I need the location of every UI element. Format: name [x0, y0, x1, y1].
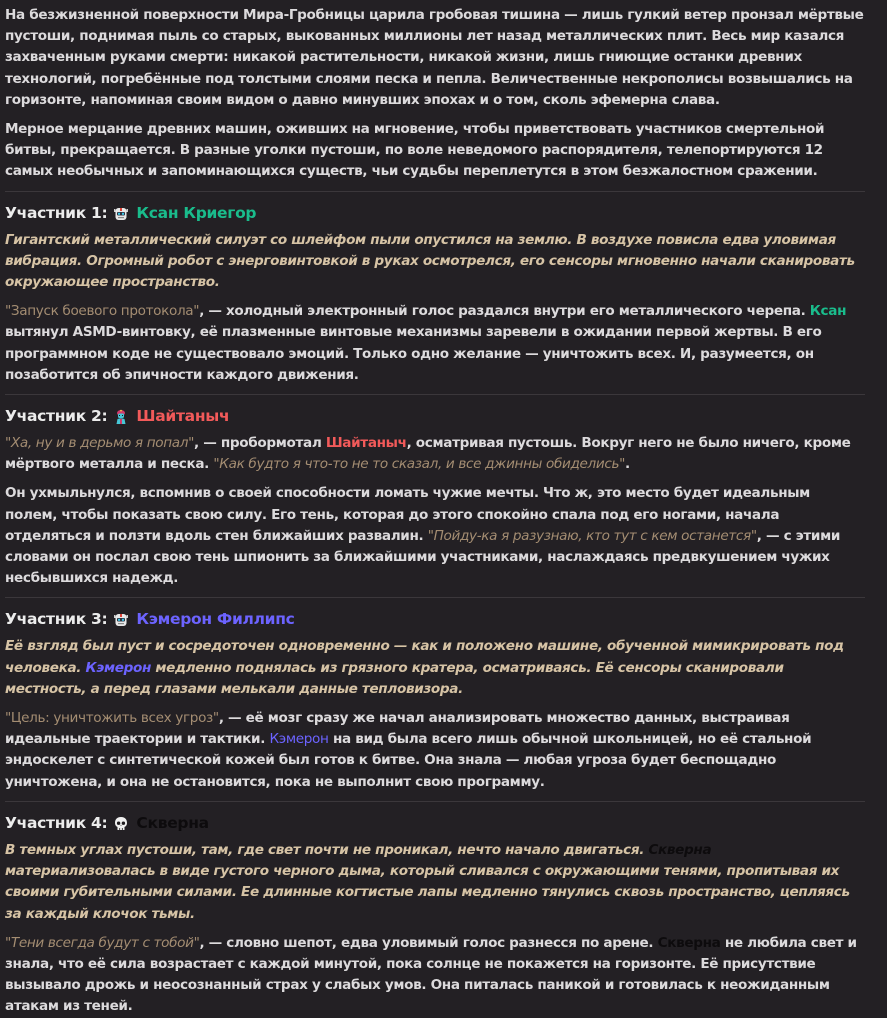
skull-icon	[113, 815, 129, 831]
section-divider	[5, 597, 865, 598]
participant-2-section	[5, 404, 865, 589]
participant-4-section	[5, 811, 865, 1018]
robot-icon	[113, 205, 129, 221]
section-divider	[5, 191, 865, 192]
quote-text: "Пойду-ка я разузнаю, кто тут с кем останется"	[427, 527, 757, 544]
text-span: материализовалась в виде густого черного дыма, который сливался с окружающими тенями, пропитывая их своими губительными силами. Ее длинные когтистые лапы медленно тянулись сквозь пространство, цепляясь за каждый клочок тьмы.	[5, 863, 850, 922]
text-span: , осматривая пустошь. Вокруг него не было ничего, кроме мёртвого металла и песка.	[5, 435, 851, 473]
section-divider	[5, 394, 865, 395]
text-span: вытянул ASMD-винтовку, её плазменные винтовые механизмы заревели в ожидании первой жертвы. В его программном коде не существовало эмоций. Только одно желание — уничтожить всех. И, разумеется, он позаботится об эпичности каждого движения.	[5, 324, 822, 383]
inline-name: Ксан	[809, 303, 847, 320]
participant-2-paragraph-2	[5, 483, 865, 589]
participant-4-heading	[5, 811, 865, 835]
participant-label: Участник 3:	[5, 610, 108, 629]
inline-name: Скверна	[657, 934, 721, 951]
participant-1-section	[5, 201, 865, 386]
text-span: , — холодный электронный голос раздался внутри его металлического черепа.	[199, 303, 810, 320]
participant-2-paragraph-1	[5, 433, 865, 475]
participant-1-narration: Гигантский металлический силуэт со шлейфом пыли опустился на землю. В воздухе повисла едва уловимая вибрация. Огромный робот с энерговинтовкой в руках осмотрелся, его сенсоры мгновенно начали сканировать окружающее пространство.	[5, 231, 855, 291]
participant-4-paragraph	[5, 933, 865, 1018]
text-span: , — её мозг сразу же начал анализировать множество данных, выстраивая идеальные траектории и тактики.	[5, 710, 790, 748]
quote-text: "Ха, ну и в дерьмо я попал"	[5, 435, 194, 452]
quote-text: "Как будто я что-то не то сказал, и все джинны обиделись"	[213, 456, 626, 473]
participant-4-narration	[5, 840, 865, 925]
participant-name: Ксан Криегор	[136, 203, 257, 222]
text-span: , — пробормотал	[194, 435, 326, 452]
text-span: медленно поднялась из грязного кратера, осматриваясь. Её сенсоры сканировали местность, а перед глазами мелькали данные тепловизора.	[5, 659, 784, 697]
participant-label: Участник 1:	[5, 203, 108, 222]
participant-name: Кэмерон Филлипс	[136, 610, 295, 629]
participant-3-paragraph	[5, 708, 865, 793]
text-span: , — словно шепот, едва уловимый голос разнесся по арене.	[199, 934, 658, 951]
intro-paragraph-1: На безжизненной поверхности Мира-Гробницы царила гробовая тишина — лишь гулкий ветер пронзал мёртвые пустоши, поднимая пыль со старых, выкованных миллионы лет назад металлических плит. Весь мир казался захваченным руками смерти: никакой растительности, никакой жизни, лишь гниющие останки древних технологий, погребённые под толстыми слоями песка и пепла. Величественные некрополисы возвышались на горизонте, напоминая своим видом о давно минувших эпохах и о том, сколь эфемерна слава.	[5, 7, 864, 108]
participant-3-section	[5, 607, 865, 792]
genie-icon	[113, 408, 129, 424]
participant-name: Скверна	[136, 813, 209, 832]
participant-3-heading	[5, 607, 865, 631]
inline-name: Шайтаныч	[325, 435, 407, 452]
participant-label: Участник 2:	[5, 407, 108, 426]
text-span: Он ухмыльнулся, вспомнив о своей способности ломать чужие мечты. Что ж, это место будет идеальным полем, чтобы показать свою силу. Его тень, которая до этого спокойно спала под его ногами, начала отделяться и ползти вдоль стен ближайших развалин.	[5, 485, 810, 544]
inline-name: Кэмерон	[85, 659, 151, 676]
quote-text: "Тени всегда будут с тобой"	[5, 934, 200, 951]
quote-text: "Запуск боевого протокола"	[5, 303, 200, 320]
section-divider	[5, 801, 865, 802]
text-span: , — с этими словами он послал свою тень шпионить за ближайшими участниками, наслаждаясь предвкушением чужих несбывшихся надежд.	[5, 527, 841, 587]
participant-1-paragraph	[5, 301, 865, 386]
text-span: на вид была всего лишь обычной школьницей, но её стальной эндоскелет с синтетической кожей был готов к битве. Она знала — любая угроза будет беспощадно уничтожена, и она не остановится, пока не выполнит свою программу.	[5, 731, 812, 790]
intro-paragraph-2: Мерное мерцание древних машин, оживших на мгновение, чтобы приветствовать участников смертельной битвы, прекращается. В разные уголки пустоши, по воле неведомого распорядителя, телепортируются 12 самых необычных и запоминающихся существ, чьи судьбы переплетутся в этом безжалостном сражении.	[5, 121, 825, 180]
participant-1-heading	[5, 201, 865, 225]
text-span: .	[625, 456, 630, 473]
robot-icon	[113, 611, 129, 627]
text-span: Её взгляд был пуст и сосредоточен одновременно — как и положено машине, обученной мимикрировать под человека.	[5, 638, 844, 676]
participant-2-heading	[5, 404, 865, 428]
text-span: В темных углах пустоши, там, где свет почти не проникал, нечто начало двигаться.	[5, 841, 649, 858]
inline-name: Скверна	[648, 841, 712, 858]
inline-name: Кэмерон	[269, 731, 329, 748]
quote-text: "Цель: уничтожить всех угроз"	[5, 710, 219, 727]
text-span: не любила свет и знала, что её сила возрастает с каждой минутой, пока солнце не покажется на горизонте. Её присутствие вызывало дрожь и неосознанный страх у слабых умов. Она питалась паникой и готовилась к неожиданным атакам из теней.	[5, 934, 857, 1015]
participant-3-narration	[5, 636, 865, 700]
participant-label: Участник 4:	[5, 813, 108, 832]
participant-name: Шайтаныч	[136, 407, 230, 426]
